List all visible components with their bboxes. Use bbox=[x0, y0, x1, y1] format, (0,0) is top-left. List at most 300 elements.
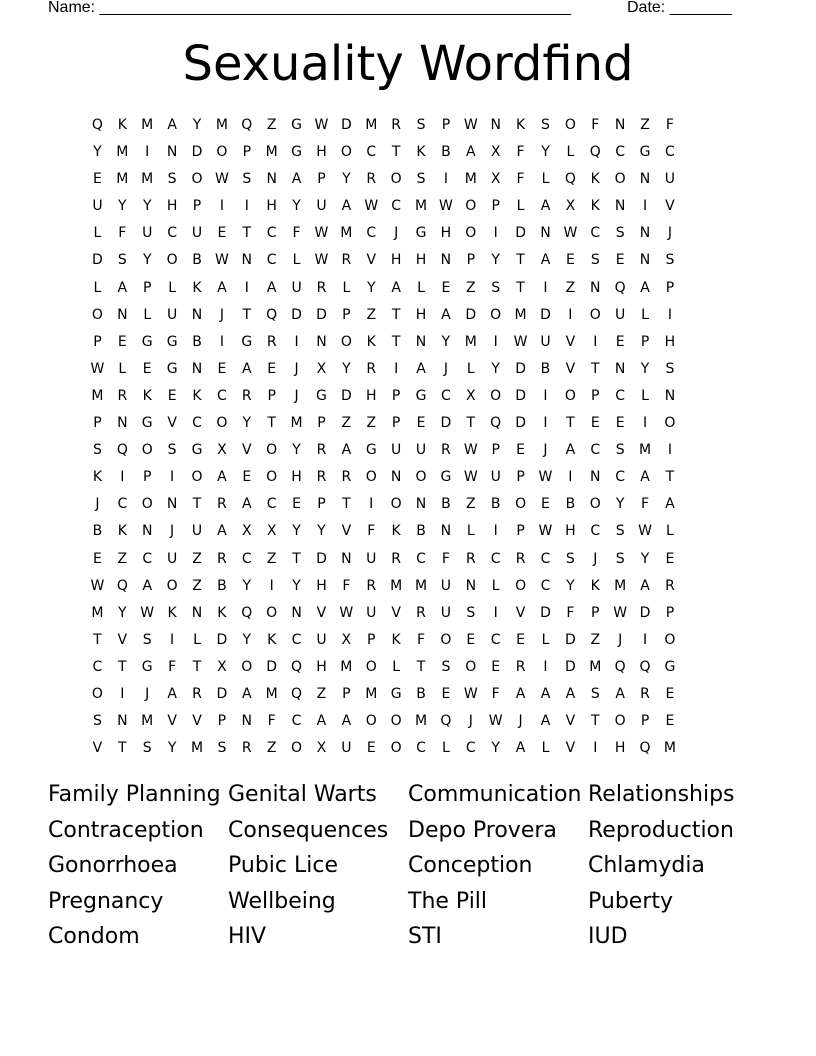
grid-letter: G bbox=[191, 442, 203, 459]
grid-letter: R bbox=[465, 550, 476, 567]
grid-letter: E bbox=[366, 740, 376, 757]
grid-letter: P bbox=[93, 415, 102, 432]
grid-letter: O bbox=[241, 658, 253, 675]
grid-letter: X bbox=[490, 144, 501, 161]
grid-row bbox=[85, 220, 733, 247]
grid-letter: N bbox=[440, 523, 452, 540]
grid-letter: N bbox=[241, 713, 253, 730]
grid-letter: F bbox=[168, 658, 177, 675]
grid-letter: G bbox=[141, 333, 153, 350]
grid-letter: S bbox=[665, 252, 675, 269]
grid-letter: Q bbox=[241, 117, 253, 133]
grid-letter: N bbox=[440, 252, 452, 269]
word-list-item: Reproduction bbox=[588, 817, 734, 843]
grid-letter: B bbox=[441, 496, 451, 513]
grid-letter: E bbox=[665, 713, 675, 730]
grid-letter: N bbox=[590, 279, 601, 296]
grid-letter: I bbox=[394, 360, 399, 377]
grid-letter: T bbox=[118, 740, 127, 757]
grid-letter: F bbox=[516, 171, 525, 188]
grid-row bbox=[85, 112, 733, 139]
grid-letter: F bbox=[665, 117, 674, 133]
grid-letter: J bbox=[593, 550, 598, 567]
grid-letter: N bbox=[166, 496, 178, 513]
grid-letter: O bbox=[340, 144, 352, 161]
word-list-item: Family Planning bbox=[48, 782, 221, 807]
grid-letter: L bbox=[143, 306, 152, 323]
grid-letter: G bbox=[440, 469, 452, 486]
grid-letter: K bbox=[117, 117, 127, 133]
grid-letter: F bbox=[367, 523, 376, 540]
grid-row bbox=[85, 654, 733, 681]
word-list-item: Puberty bbox=[588, 888, 674, 914]
grid-letter: L bbox=[641, 306, 649, 323]
word-list-item: Condom bbox=[48, 924, 140, 949]
grid-letter: P bbox=[640, 713, 650, 730]
grid-letter: O bbox=[390, 496, 402, 513]
grid-letter: I bbox=[294, 333, 299, 350]
grid-letter: T bbox=[242, 225, 252, 242]
grid-row bbox=[85, 518, 733, 545]
grid-letter: W bbox=[463, 117, 478, 133]
grid-letter: T bbox=[590, 713, 600, 730]
grid-letter: O bbox=[415, 469, 427, 486]
grid-letter: F bbox=[292, 225, 301, 242]
grid-letter: P bbox=[143, 469, 152, 486]
grid-letter: A bbox=[167, 685, 177, 702]
grid-letter: W bbox=[140, 604, 155, 621]
grid-letter: O bbox=[589, 306, 601, 323]
grid-letter: W bbox=[488, 713, 503, 730]
grid-letter: S bbox=[142, 740, 152, 757]
grid-letter: Z bbox=[192, 577, 202, 594]
grid-letter: O bbox=[614, 713, 626, 730]
grid-letter: W bbox=[538, 469, 553, 486]
grid-letter: H bbox=[316, 658, 327, 675]
grid-letter: X bbox=[490, 171, 501, 188]
grid-letter: C bbox=[366, 144, 377, 161]
grid-row bbox=[85, 275, 733, 302]
grid-letter: X bbox=[565, 198, 576, 215]
grid-letter: A bbox=[167, 117, 177, 133]
grid-letter: N bbox=[540, 225, 551, 242]
grid-letter: C bbox=[266, 252, 277, 269]
grid-letter: V bbox=[192, 713, 202, 730]
grid-letter: Y bbox=[566, 577, 575, 594]
grid-letter: N bbox=[316, 333, 327, 350]
grid-letter: N bbox=[614, 360, 626, 377]
name-field-label: Name: _____________________________________________________ bbox=[48, 0, 572, 16]
grid-letter: G bbox=[166, 360, 178, 377]
word-list-item: Pubic Lice bbox=[228, 853, 338, 878]
grid-letter: U bbox=[664, 171, 676, 188]
grid-letter: R bbox=[391, 550, 401, 567]
grid-letter: L bbox=[93, 279, 102, 296]
grid-letter: G bbox=[291, 117, 302, 133]
grid-letter: W bbox=[90, 577, 105, 594]
grid-letter: Q bbox=[639, 658, 651, 675]
grid-letter: Z bbox=[117, 550, 128, 567]
grid-letter: P bbox=[317, 415, 326, 432]
grid-letter: K bbox=[590, 171, 600, 188]
grid-letter: K bbox=[192, 279, 202, 296]
grid-letter: T bbox=[665, 469, 675, 486]
grid-letter: T bbox=[590, 360, 600, 377]
grid-letter: M bbox=[390, 577, 403, 594]
grid-letter: C bbox=[291, 631, 302, 648]
grid-letter: D bbox=[216, 631, 228, 648]
grid-letter: O bbox=[465, 658, 477, 675]
grid-letter: E bbox=[615, 415, 625, 432]
grid-letter: C bbox=[540, 550, 551, 567]
grid-letter: J bbox=[518, 713, 523, 730]
grid-letter: O bbox=[166, 577, 178, 594]
grid-letter: S bbox=[615, 225, 625, 242]
grid-letter: E bbox=[565, 252, 575, 269]
grid-letter: N bbox=[614, 198, 626, 215]
grid-letter: F bbox=[591, 117, 600, 133]
grid-letter: O bbox=[91, 685, 103, 702]
grid-letter: N bbox=[415, 496, 427, 513]
grid-letter: A bbox=[515, 685, 526, 702]
grid-letter: K bbox=[590, 577, 600, 594]
grid-letter: R bbox=[366, 171, 377, 188]
grid-letter: I bbox=[667, 442, 672, 459]
grid-letter: K bbox=[391, 523, 401, 540]
grid-letter: H bbox=[440, 225, 452, 242]
grid-letter: O bbox=[191, 469, 203, 486]
grid-letter: U bbox=[191, 225, 203, 242]
grid-letter: T bbox=[466, 415, 476, 432]
grid-letter: H bbox=[166, 198, 178, 215]
grid-letter: E bbox=[217, 360, 227, 377]
grid-letter: D bbox=[191, 144, 203, 161]
grid-letter: D bbox=[316, 550, 327, 567]
grid-letter: B bbox=[416, 523, 426, 540]
grid-letter: C bbox=[291, 713, 302, 730]
grid-letter: H bbox=[291, 469, 302, 486]
grid-letter: B bbox=[192, 252, 202, 269]
grid-letter: T bbox=[342, 496, 351, 513]
grid-letter: F bbox=[342, 577, 351, 594]
grid-letter: Z bbox=[341, 415, 352, 432]
grid-letter: N bbox=[639, 252, 651, 269]
grid-letter: R bbox=[366, 360, 377, 377]
grid-letter: V bbox=[92, 740, 103, 757]
grid-letter: C bbox=[615, 469, 626, 486]
grid-letter: V bbox=[391, 604, 401, 621]
grid-letter: P bbox=[192, 198, 202, 215]
grid-letter: H bbox=[266, 198, 277, 215]
grid-letter: U bbox=[540, 333, 551, 350]
grid-letter: M bbox=[116, 144, 129, 161]
grid-letter: V bbox=[565, 713, 576, 730]
grid-letter: I bbox=[269, 577, 274, 594]
grid-letter: T bbox=[391, 306, 401, 323]
grid-letter: N bbox=[590, 469, 601, 486]
grid-letter: R bbox=[316, 469, 327, 486]
grid-letter: W bbox=[314, 117, 329, 133]
grid-letter: Z bbox=[466, 496, 476, 513]
grid-letter: S bbox=[615, 523, 625, 540]
grid-letter: A bbox=[316, 713, 327, 730]
grid-letter: K bbox=[366, 333, 376, 350]
grid-letter: R bbox=[316, 279, 327, 296]
grid-row bbox=[85, 627, 733, 654]
grid-letter: Z bbox=[640, 117, 650, 133]
grid-row bbox=[85, 247, 733, 274]
grid-letter: P bbox=[267, 387, 276, 404]
grid-letter: Y bbox=[292, 577, 301, 594]
grid-letter: I bbox=[593, 333, 598, 350]
word-list-item: HIV bbox=[228, 924, 267, 949]
date-field-label: Date: _______ bbox=[627, 0, 732, 16]
grid-letter: R bbox=[241, 387, 252, 404]
grid-letter: D bbox=[515, 387, 526, 404]
grid-letter: P bbox=[391, 387, 401, 404]
grid-letter: M bbox=[663, 740, 676, 757]
grid-letter: W bbox=[613, 604, 628, 621]
grid-letter: I bbox=[593, 740, 598, 757]
grid-letter: J bbox=[667, 225, 672, 242]
grid-letter: E bbox=[615, 252, 625, 269]
grid-letter: A bbox=[341, 713, 352, 730]
grid-letter: T bbox=[516, 252, 525, 269]
grid-letter: A bbox=[640, 577, 650, 594]
grid-letter: C bbox=[167, 225, 177, 242]
grid-letter: W bbox=[513, 333, 528, 350]
grid-letter: N bbox=[291, 604, 302, 621]
grid-letter: A bbox=[217, 279, 227, 296]
grid-letter: U bbox=[191, 523, 203, 540]
grid-letter: U bbox=[341, 740, 352, 757]
grid-letter: P bbox=[491, 198, 500, 215]
grid-letter: Q bbox=[116, 577, 128, 594]
grid-letter: A bbox=[615, 685, 625, 702]
grid-letter: S bbox=[565, 550, 575, 567]
grid-letter: U bbox=[291, 279, 302, 296]
grid-letter: B bbox=[192, 333, 202, 350]
word-list-item: Consequences bbox=[228, 817, 389, 843]
grid-letter: Y bbox=[292, 442, 301, 459]
grid-letter: Z bbox=[366, 306, 377, 323]
grid-letter: S bbox=[441, 658, 451, 675]
grid-letter: V bbox=[565, 333, 576, 350]
grid-letter: I bbox=[219, 198, 224, 215]
grid-letter: S bbox=[242, 171, 252, 188]
grid-letter: Y bbox=[192, 117, 202, 133]
grid-letter: K bbox=[192, 387, 202, 404]
grid-letter: W bbox=[563, 225, 578, 242]
grid-letter: W bbox=[538, 523, 553, 540]
grid-letter: N bbox=[490, 117, 501, 133]
grid-letter: N bbox=[166, 144, 178, 161]
grid-letter: Y bbox=[118, 198, 127, 215]
grid-letter: D bbox=[216, 685, 228, 702]
grid-letter: B bbox=[416, 685, 426, 702]
grid-letter: R bbox=[266, 333, 277, 350]
grid-letter: N bbox=[191, 306, 203, 323]
grid-letter: B bbox=[490, 496, 501, 513]
grid-letter: S bbox=[615, 442, 625, 459]
grid-letter: N bbox=[415, 333, 427, 350]
grid-letter: Y bbox=[366, 279, 376, 296]
grid-letter: Q bbox=[266, 306, 278, 323]
grid-letter: Y bbox=[491, 360, 500, 377]
grid-letter: A bbox=[217, 469, 227, 486]
grid-letter: I bbox=[493, 604, 498, 621]
grid-letter: L bbox=[442, 740, 450, 757]
grid-letter: F bbox=[267, 713, 276, 730]
grid-letter: A bbox=[466, 144, 476, 161]
grid-letter: A bbox=[441, 306, 451, 323]
grid-letter: M bbox=[464, 171, 477, 188]
grid-letter: O bbox=[515, 577, 527, 594]
grid-letter: P bbox=[516, 469, 525, 486]
grid-letter: I bbox=[244, 198, 249, 215]
grid-letter: A bbox=[640, 279, 650, 296]
grid-letter: A bbox=[416, 360, 426, 377]
grid-letter: Q bbox=[589, 144, 601, 161]
grid-letter: Z bbox=[266, 117, 277, 133]
grid-letter: H bbox=[316, 577, 327, 594]
grid-letter: N bbox=[664, 387, 676, 404]
grid-letter: C bbox=[266, 496, 277, 513]
grid-letter: N bbox=[341, 550, 352, 567]
grid-letter: D bbox=[92, 252, 103, 269]
grid-letter: W bbox=[314, 252, 329, 269]
grid-letter: M bbox=[91, 604, 104, 621]
grid-letter: D bbox=[515, 225, 526, 242]
grid-letter: N bbox=[191, 604, 203, 621]
grid-letter: K bbox=[117, 523, 127, 540]
grid-letter: O bbox=[664, 631, 676, 648]
grid-letter: L bbox=[541, 631, 550, 648]
grid-letter: X bbox=[341, 631, 352, 648]
grid-letter: E bbox=[441, 685, 451, 702]
grid-letter: Y bbox=[242, 631, 252, 648]
grid-letter: X bbox=[466, 387, 476, 404]
grid-letter: K bbox=[142, 387, 152, 404]
grid-letter: W bbox=[90, 360, 105, 377]
grid-letter: L bbox=[417, 279, 425, 296]
grid-letter: G bbox=[664, 658, 676, 675]
grid-letter: V bbox=[242, 442, 252, 459]
grid-letter: U bbox=[316, 198, 327, 215]
grid-letter: D bbox=[639, 604, 651, 621]
grid-letter: E bbox=[93, 171, 102, 188]
grid-letter: T bbox=[416, 658, 426, 675]
word-list-item: Chlamydia bbox=[588, 853, 705, 878]
grid-letter: D bbox=[515, 360, 526, 377]
grid-letter: L bbox=[641, 387, 649, 404]
grid-letter: B bbox=[540, 360, 551, 377]
grid-letter: A bbox=[565, 685, 576, 702]
grid-letter: G bbox=[291, 144, 302, 161]
grid-letter: B bbox=[217, 577, 227, 594]
grid-letter: R bbox=[117, 387, 128, 404]
grid-letter: W bbox=[364, 198, 379, 215]
grid-letter: G bbox=[415, 387, 427, 404]
grid-letter: S bbox=[590, 685, 600, 702]
grid-letter: N bbox=[117, 713, 128, 730]
grid-letter: L bbox=[516, 198, 525, 215]
grid-letter: O bbox=[490, 306, 502, 323]
grid-letter: Z bbox=[466, 279, 476, 296]
grid-letter: E bbox=[117, 333, 127, 350]
grid-letter: P bbox=[665, 604, 675, 621]
grid-letter: H bbox=[664, 333, 676, 350]
grid-letter: G bbox=[241, 333, 253, 350]
grid-letter: K bbox=[590, 198, 600, 215]
grid-letter: M bbox=[365, 117, 378, 133]
grid-letter: S bbox=[142, 631, 152, 648]
grid-letter: P bbox=[93, 333, 102, 350]
grid-letter: Y bbox=[640, 550, 650, 567]
grid-letter: I bbox=[642, 415, 648, 432]
grid-letter: U bbox=[316, 631, 327, 648]
grid-letter: W bbox=[339, 604, 354, 621]
grid-letter: C bbox=[490, 631, 501, 648]
grid-letter: N bbox=[117, 415, 128, 432]
grid-letter: R bbox=[241, 740, 252, 757]
grid-letter: A bbox=[291, 171, 302, 188]
grid-letter: D bbox=[540, 604, 551, 621]
grid-letter: T bbox=[242, 306, 252, 323]
grid-row bbox=[85, 302, 733, 329]
grid-letter: Y bbox=[615, 496, 625, 513]
grid-letter: H bbox=[390, 252, 402, 269]
grid-letter: O bbox=[365, 713, 377, 730]
grid-letter: M bbox=[141, 117, 154, 133]
grid-row bbox=[85, 708, 733, 735]
grid-letter: Q bbox=[91, 117, 103, 133]
grid-letter: O bbox=[216, 144, 228, 161]
grid-letter: J bbox=[95, 496, 100, 513]
grid-letter: J bbox=[170, 523, 175, 540]
grid-letter: C bbox=[615, 144, 626, 161]
grid-letter: B bbox=[441, 144, 451, 161]
grid-letter: P bbox=[317, 171, 326, 188]
grid-letter: W bbox=[463, 469, 478, 486]
grid-letter: C bbox=[117, 496, 128, 513]
grid-letter: M bbox=[141, 713, 154, 730]
grid-letter: O bbox=[166, 252, 178, 269]
grid-letter: E bbox=[416, 415, 426, 432]
grid-letter: W bbox=[214, 171, 229, 188]
grid-letter: Q bbox=[614, 279, 626, 296]
grid-letter: E bbox=[491, 658, 501, 675]
grid-letter: I bbox=[642, 631, 648, 648]
grid-letter: R bbox=[217, 496, 227, 513]
grid-letter: R bbox=[316, 442, 327, 459]
grid-letter: V bbox=[117, 631, 128, 648]
grid-letter: Z bbox=[316, 685, 327, 702]
grid-letter: J bbox=[394, 225, 399, 242]
grid-letter: O bbox=[340, 333, 352, 350]
grid-letter: S bbox=[217, 740, 227, 757]
grid-letter: M bbox=[414, 713, 428, 730]
grid-letter: I bbox=[493, 225, 498, 242]
grid-letter: O bbox=[141, 496, 153, 513]
grid-letter: M bbox=[215, 117, 228, 133]
grid-letter: C bbox=[590, 225, 601, 242]
grid-letter: R bbox=[192, 685, 202, 702]
grid-letter: F bbox=[516, 144, 525, 161]
word-list-item: Communication bbox=[408, 782, 582, 807]
grid-letter: Y bbox=[342, 360, 351, 377]
grid-letter: A bbox=[217, 523, 227, 540]
